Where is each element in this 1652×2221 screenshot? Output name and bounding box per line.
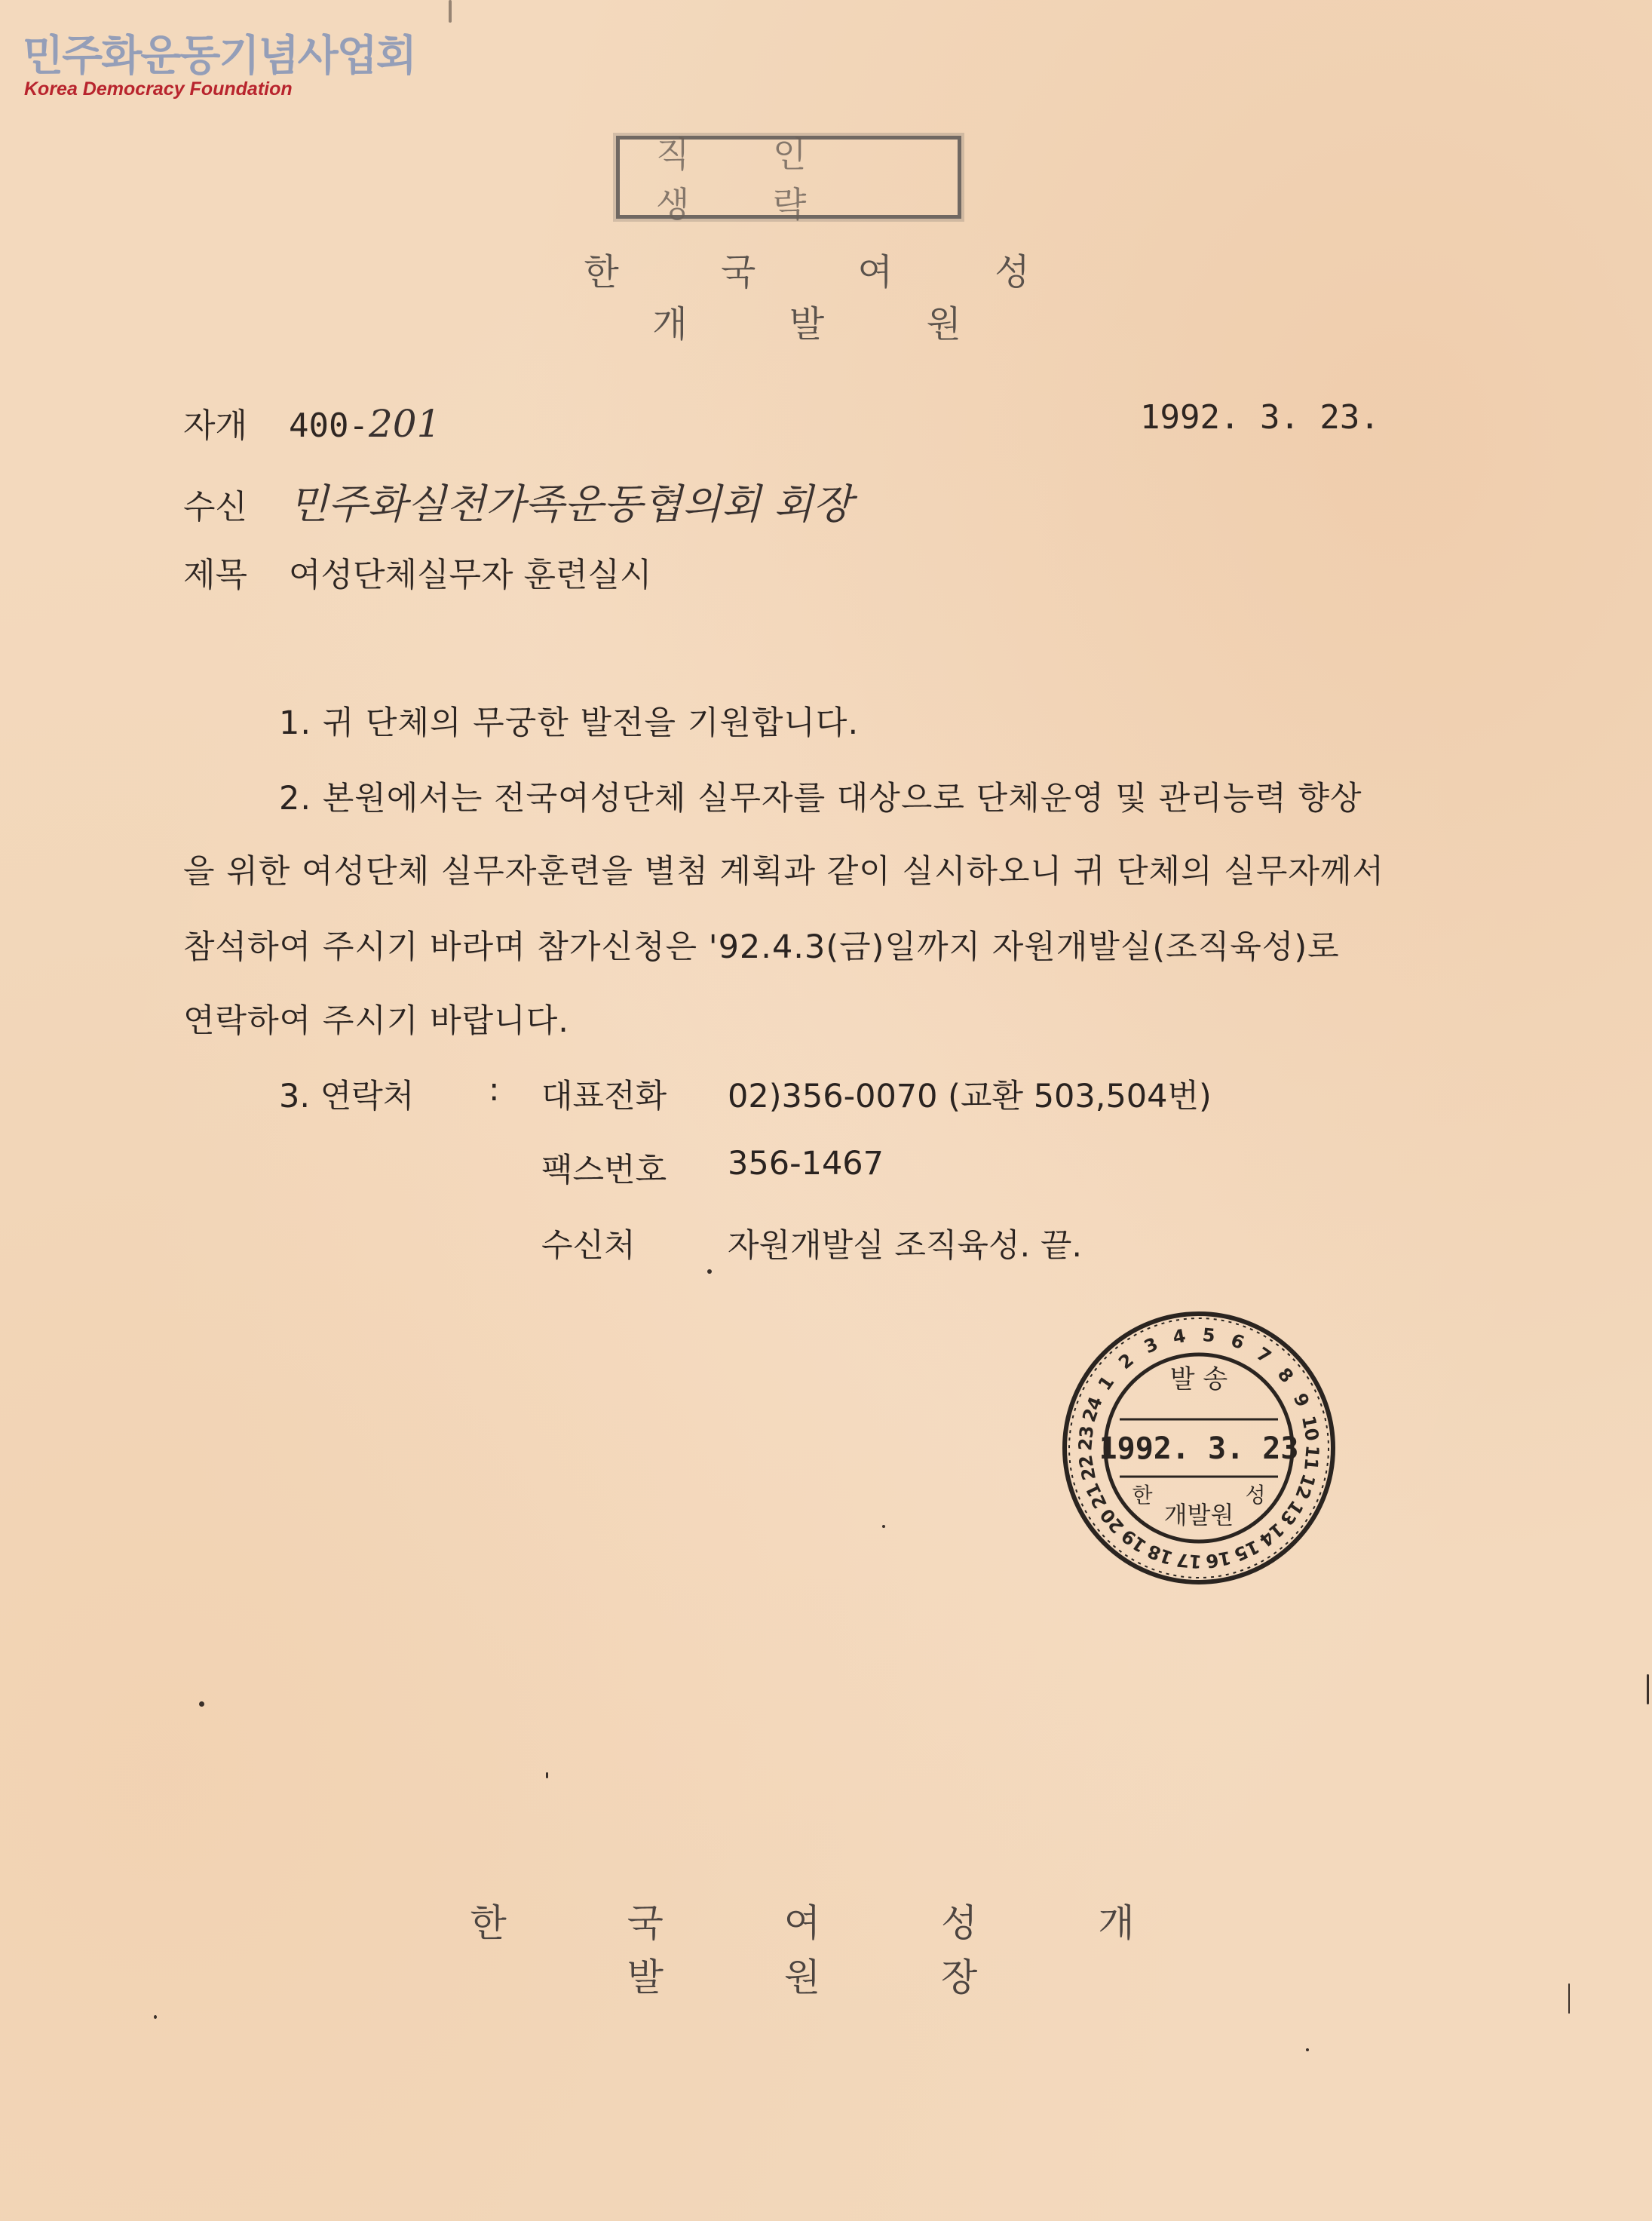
postmark-hour-23: 23 bbox=[1074, 1425, 1099, 1452]
contact-phone-value: 02)356-0070 (교환 503,504번) bbox=[728, 1078, 1212, 1115]
body-paragraph-2-line-4: 연락하여 주시기 바랍니다. bbox=[183, 1002, 569, 1040]
postmark-hour-12: 12 bbox=[1291, 1471, 1319, 1502]
postmark-hour-3: 3 bbox=[1141, 1333, 1162, 1358]
postmark-hour-4: 4 bbox=[1171, 1325, 1188, 1348]
postmark-hour-24: 24 bbox=[1078, 1394, 1107, 1425]
doc-number-row bbox=[183, 398, 440, 446]
postmark-hour-9: 9 bbox=[1289, 1390, 1314, 1411]
footer-signature: 한 국 여 성 개 발 원 장 bbox=[470, 1901, 1189, 1999]
postmark-hour-14: 14 bbox=[1255, 1518, 1289, 1551]
contact-colon: : bbox=[489, 1071, 500, 1109]
postmark-hour-22: 22 bbox=[1074, 1453, 1100, 1482]
postmark-side-right: 성 bbox=[1245, 1483, 1266, 1508]
body-paragraph-2-line-2: 을 위한 여성단체 실무자훈련을 별첨 계획과 같이 실시하오니 귀 단체의 실무자께서 bbox=[183, 853, 1384, 891]
postmark-hour-21: 21 bbox=[1081, 1480, 1111, 1512]
postmark-hour-5: 5 bbox=[1201, 1324, 1216, 1347]
postmark-hour-19: 19 bbox=[1117, 1524, 1151, 1557]
postmark-hour-16: 16 bbox=[1204, 1547, 1233, 1572]
doc-number-handwritten: 201 bbox=[368, 402, 441, 446]
contact-phone-label: 대표전화 bbox=[541, 1078, 667, 1115]
postmark-hour-20: 20 bbox=[1096, 1504, 1129, 1538]
subject-row bbox=[183, 548, 652, 596]
document-date: 1992. 3. 23. bbox=[1140, 398, 1380, 437]
postmark-top-text: 발 송 bbox=[1169, 1364, 1228, 1394]
postmark-hour-7: 7 bbox=[1252, 1342, 1275, 1368]
doc-number-label: 자개 bbox=[183, 406, 248, 445]
postmark-stamp bbox=[1048, 1297, 1350, 1599]
contact-receiver-label: 수신처 bbox=[541, 1227, 636, 1265]
postmark-date: 1992. 3. 23 bbox=[1099, 1431, 1299, 1466]
postmark-hour-17: 17 bbox=[1175, 1548, 1203, 1572]
body-paragraph-2-line-1: 2. 본원에서는 전국여성단체 실무자를 대상으로 단체운영 및 관리능력 향상 bbox=[279, 780, 1362, 818]
recipient-label: 수신 bbox=[183, 488, 248, 526]
seal-omitted-text: 직 인 생 략 bbox=[656, 134, 843, 225]
recipient-row bbox=[183, 472, 852, 530]
contact-receiver-value: 자원개발실 조직육성. 끝. bbox=[728, 1227, 1083, 1265]
postmark-hour-6: 6 bbox=[1228, 1329, 1247, 1354]
body-paragraph-1: 1. 귀 단체의 무궁한 발전을 기원합니다. bbox=[279, 704, 860, 742]
postmark-hour-2: 2 bbox=[1114, 1349, 1138, 1374]
postmark-hour-15: 15 bbox=[1231, 1535, 1263, 1566]
postmark-hour-1: 1 bbox=[1093, 1372, 1119, 1394]
contact-heading: 3. 연락처 bbox=[279, 1078, 415, 1115]
recipient-handwritten: 민주화실천가족운동협의회 회장 bbox=[289, 480, 853, 528]
postmark-hour-13: 13 bbox=[1275, 1496, 1307, 1529]
contact-fax-label: 팩스번호 bbox=[541, 1152, 667, 1189]
subject-label: 제목 bbox=[183, 556, 248, 594]
body-paragraph-2-line-3: 참석하여 주시기 바라며 참가신청은 '92.4.3(금)일까지 자원개발실(조직육성)로 bbox=[183, 928, 1340, 966]
contact-fax-value: 356-1467 bbox=[728, 1145, 884, 1183]
header-organization: 한 국 여 성 개 발 원 bbox=[584, 251, 1075, 345]
postmark-side-left: 한 bbox=[1132, 1483, 1153, 1508]
seal-omitted-stamp bbox=[616, 134, 961, 225]
postmark-hour-18: 18 bbox=[1145, 1540, 1176, 1569]
postmark-bottom-text: 개발원 bbox=[1163, 1501, 1234, 1529]
watermark-english: Korea Democracy Foundation bbox=[24, 78, 293, 100]
postmark-hour-8: 8 bbox=[1273, 1364, 1298, 1387]
doc-number-printed: 400- bbox=[289, 406, 369, 445]
subject-text: 여성단체실무자 훈련실시 bbox=[289, 556, 652, 594]
postmark-hour-10: 10 bbox=[1298, 1414, 1323, 1443]
postmark-hour-11: 11 bbox=[1299, 1444, 1323, 1471]
watermark-korean: 민주화운동기념사업회 bbox=[23, 32, 415, 81]
